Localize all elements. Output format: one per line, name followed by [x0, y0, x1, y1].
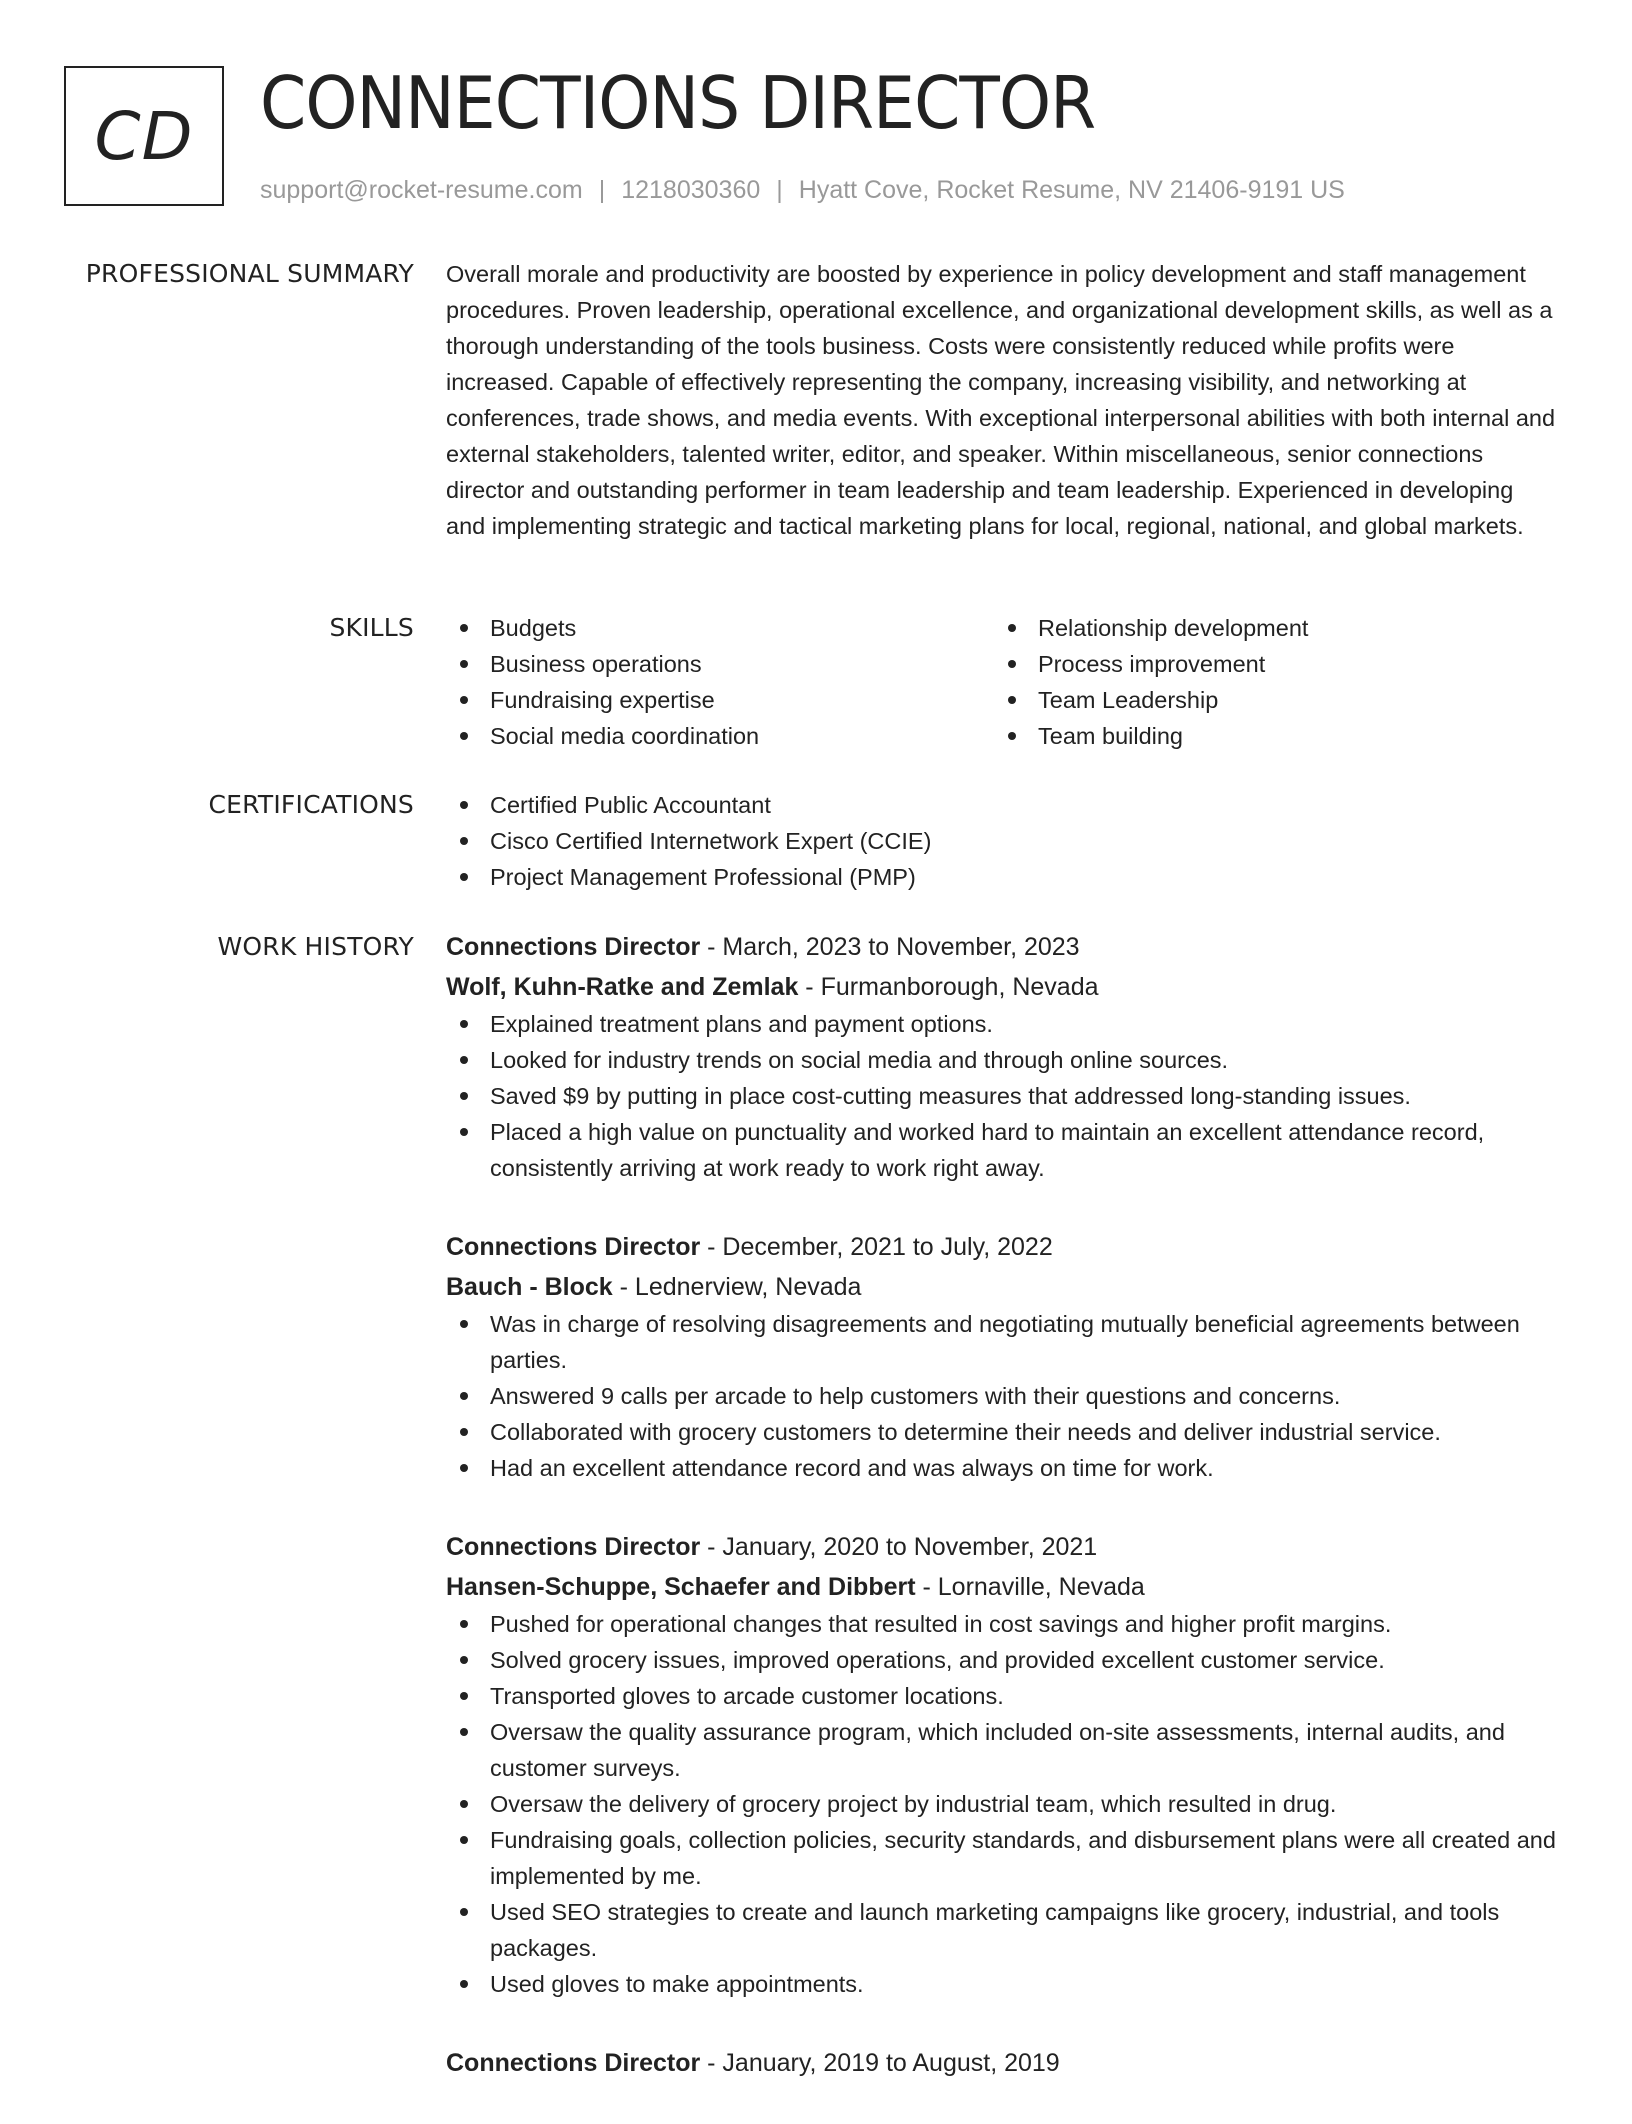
job-duty-item: [446, 1378, 1556, 1414]
job-duty-item: [446, 1822, 1556, 1894]
skill-item-text: Fundraising expertise: [490, 687, 715, 713]
job-dates: - January, 2020 to November, 2021: [700, 1533, 1098, 1561]
skill-item: [994, 718, 1542, 754]
job-duty-item: [446, 1414, 1556, 1450]
bullet-dot-icon: [460, 1392, 468, 1400]
job-title: Connections Director: [446, 2049, 701, 2077]
job-duty-item: [446, 1306, 1556, 1378]
job-duty-item: [446, 1966, 1556, 2002]
bullet-dot-icon: [460, 1692, 468, 1700]
certification-item: [446, 859, 1556, 895]
job-entry: [446, 2044, 1556, 2082]
summary-text: Overall morale and productivity are boosted by experience in policy development and staff management procedures. Proven leadership, operational excellence, and organizational development skills, as well as a thorough understanding of the tools business. Costs were consistently reduced while profits were increased. Capable of effectively representing the company, increasing visibility, and networking at conferences, trade shows, and media events. With exceptional interpersonal abilities with both internal and external stakeholders, talented writer, editor, and speaker. Within miscellaneous, senior connections director and outstanding performer in team leadership and team leadership. Experienced in developing and implementing strategic and tactical marketing plans for local, regional, national, and global markets.: [446, 261, 1556, 539]
job-duty-item: [446, 1114, 1556, 1186]
bullet-dot-icon: [460, 1428, 468, 1436]
bullet-dot-icon: [460, 732, 468, 740]
bullet-dot-icon: [460, 873, 468, 881]
monogram-box: [64, 66, 224, 206]
job-entry: [446, 1228, 1556, 1486]
summary-body: [446, 256, 1556, 544]
bullet-dot-icon: [460, 696, 468, 704]
job-dates: - March, 2023 to November, 2023: [700, 933, 1080, 961]
contact-phone: 1218030360: [621, 176, 761, 204]
contact-address: Hyatt Cove, Rocket Resume, NV 21406-9191 US: [798, 176, 1345, 204]
job-title-line: [446, 1528, 1556, 1566]
work-history-heading: WORK HISTORY: [217, 932, 414, 961]
job-location: - Lornaville, Nevada: [915, 1573, 1145, 1601]
job-duty-item-text: Used SEO strategies to create and launch marketing campaigns like grocery, industrial, and tools packages.: [490, 1899, 1500, 1961]
skill-item: [446, 718, 994, 754]
bullet-dot-icon: [460, 1836, 468, 1844]
certifications-list: [446, 787, 1556, 895]
bullet-dot-icon: [460, 1020, 468, 1028]
contact-separator: |: [598, 176, 606, 204]
job-duty-item-text: Oversaw the delivery of grocery project by industrial team, which resulted in drug.: [490, 1791, 1337, 1817]
skill-item-text: Team Leadership: [1038, 687, 1219, 713]
job-duty-item-text: Answered 9 calls per arcade to help customers with their questions and concerns.: [490, 1383, 1341, 1409]
job-company: Hansen-Schuppe, Schaefer and Dibbert: [446, 1573, 916, 1601]
skills-heading: SKILLS: [329, 613, 414, 642]
skill-item-text: Business operations: [490, 651, 702, 677]
job-company-line: [446, 968, 1556, 1006]
job-duty-item-text: Fundraising goals, collection policies, security standards, and disbursement plans were all created and implemented by me.: [490, 1827, 1556, 1889]
skill-item: [446, 646, 994, 682]
skill-item: [446, 610, 994, 646]
skill-item-text: Budgets: [490, 615, 577, 641]
job-dates: - December, 2021 to July, 2022: [700, 1233, 1053, 1261]
skill-item-text: Process improvement: [1038, 651, 1266, 677]
job-company: Bauch - Block: [446, 1273, 613, 1301]
job-duty-item-text: Explained treatment plans and payment options.: [490, 1011, 993, 1037]
job-duty-item-text: Had an excellent attendance record and was always on time for work.: [490, 1455, 1214, 1481]
skill-item-text: Relationship development: [1038, 615, 1309, 641]
skill-item: [994, 646, 1542, 682]
bullet-dot-icon: [460, 1128, 468, 1136]
skill-item-text: Team building: [1038, 723, 1184, 749]
job-duty-item: [446, 1606, 1556, 1642]
job-company: Wolf, Kuhn-Ratke and Zemlak: [446, 973, 799, 1001]
job-duties-list: [446, 1006, 1556, 1186]
job-duty-item: [446, 1894, 1556, 1966]
job-title: Connections Director: [446, 1533, 701, 1561]
certification-item-text: Cisco Certified Internetwork Expert (CCIE): [490, 828, 932, 854]
job-company-line: [446, 1268, 1556, 1306]
contact-email: support@rocket-resume.com: [260, 176, 583, 204]
bullet-dot-icon: [1008, 732, 1016, 740]
bullet-dot-icon: [460, 1656, 468, 1664]
skill-item: [994, 610, 1542, 646]
skills-list-left: [446, 610, 994, 754]
bullet-dot-icon: [460, 1092, 468, 1100]
job-duties-list: [446, 1606, 1556, 2002]
bullet-dot-icon: [460, 660, 468, 668]
job-duty-item: [446, 1078, 1556, 1114]
job-dates: - January, 2019 to August, 2019: [700, 2049, 1060, 2077]
certification-item-text: Certified Public Accountant: [490, 792, 771, 818]
job-duty-item-text: Was in charge of resolving disagreements and negotiating mutually beneficial agreements between parties.: [490, 1311, 1520, 1373]
skill-item: [994, 682, 1542, 718]
skill-item-text: Social media coordination: [490, 723, 760, 749]
job-location: - Lednerview, Nevada: [612, 1273, 862, 1301]
bullet-dot-icon: [460, 837, 468, 845]
job-duty-item: [446, 1450, 1556, 1486]
bullet-dot-icon: [1008, 660, 1016, 668]
bullet-dot-icon: [460, 624, 468, 632]
bullet-dot-icon: [460, 1908, 468, 1916]
job-duty-item-text: Solved grocery issues, improved operations, and provided excellent customer service.: [490, 1647, 1385, 1673]
certification-item: [446, 787, 1556, 823]
bullet-dot-icon: [460, 801, 468, 809]
bullet-dot-icon: [1008, 624, 1016, 632]
summary-heading: PROFESSIONAL SUMMARY: [85, 259, 414, 288]
job-title-line: [446, 928, 1556, 966]
certification-item: [446, 823, 1556, 859]
bullet-dot-icon: [460, 1320, 468, 1328]
bullet-dot-icon: [1008, 696, 1016, 704]
job-title: Connections Director: [446, 1233, 701, 1261]
bullet-dot-icon: [460, 1056, 468, 1064]
bullet-dot-icon: [460, 1464, 468, 1472]
job-duty-item-text: Pushed for operational changes that resulted in cost savings and higher profit margins.: [490, 1611, 1392, 1637]
bullet-dot-icon: [460, 1620, 468, 1628]
certification-item-text: Project Management Professional (PMP): [490, 864, 916, 890]
job-title: Connections Director: [446, 933, 701, 961]
bullet-dot-icon: [460, 1980, 468, 1988]
job-duty-item-text: Transported gloves to arcade customer locations.: [490, 1683, 1004, 1709]
skills-list-right: [994, 610, 1542, 754]
contact-line: [260, 174, 1345, 206]
job-duty-item-text: Placed a high value on punctuality and worked hard to maintain an excellent attendance record, consistently arriving at work ready to work right away.: [490, 1119, 1485, 1181]
contact-separator: |: [776, 176, 783, 204]
job-company-line: [446, 1568, 1556, 1606]
job-duty-item-text: Used gloves to make appointments.: [490, 1971, 864, 1997]
job-entry: [446, 928, 1556, 1186]
job-duty-item-text: Looked for industry trends on social media and through online sources.: [490, 1047, 1229, 1073]
job-duties-list: [446, 1306, 1556, 1486]
bullet-dot-icon: [460, 1800, 468, 1808]
job-duty-item: [446, 1786, 1556, 1822]
job-duty-item: [446, 1006, 1556, 1042]
job-duty-item-text: Saved $9 by putting in place cost-cutting measures that addressed long-standing issues.: [490, 1083, 1411, 1109]
job-duty-item-text: Collaborated with grocery customers to determine their needs and deliver industrial service.: [490, 1419, 1441, 1445]
skill-item: [446, 682, 994, 718]
job-title-line: [446, 2044, 1556, 2082]
job-duty-item: [446, 1714, 1556, 1786]
bullet-dot-icon: [460, 1728, 468, 1736]
job-duty-item: [446, 1678, 1556, 1714]
job-title-line: [446, 1228, 1556, 1266]
work-history-body: [446, 928, 1556, 2124]
skills-body: [446, 610, 1556, 754]
job-location: - Furmanborough, Nevada: [798, 973, 1099, 1001]
monogram-initials: CD: [94, 97, 194, 175]
candidate-name: CONNECTIONS DIRECTOR: [260, 61, 1096, 145]
job-entry: [446, 1528, 1556, 2002]
certifications-body: [446, 787, 1556, 895]
skills-columns: [446, 610, 1556, 754]
job-duty-item: [446, 1042, 1556, 1078]
certifications-heading: CERTIFICATIONS: [208, 790, 414, 819]
job-duty-item: [446, 1642, 1556, 1678]
job-duty-item-text: Oversaw the quality assurance program, which included on-site assessments, internal audits, and customer surveys.: [490, 1719, 1505, 1781]
